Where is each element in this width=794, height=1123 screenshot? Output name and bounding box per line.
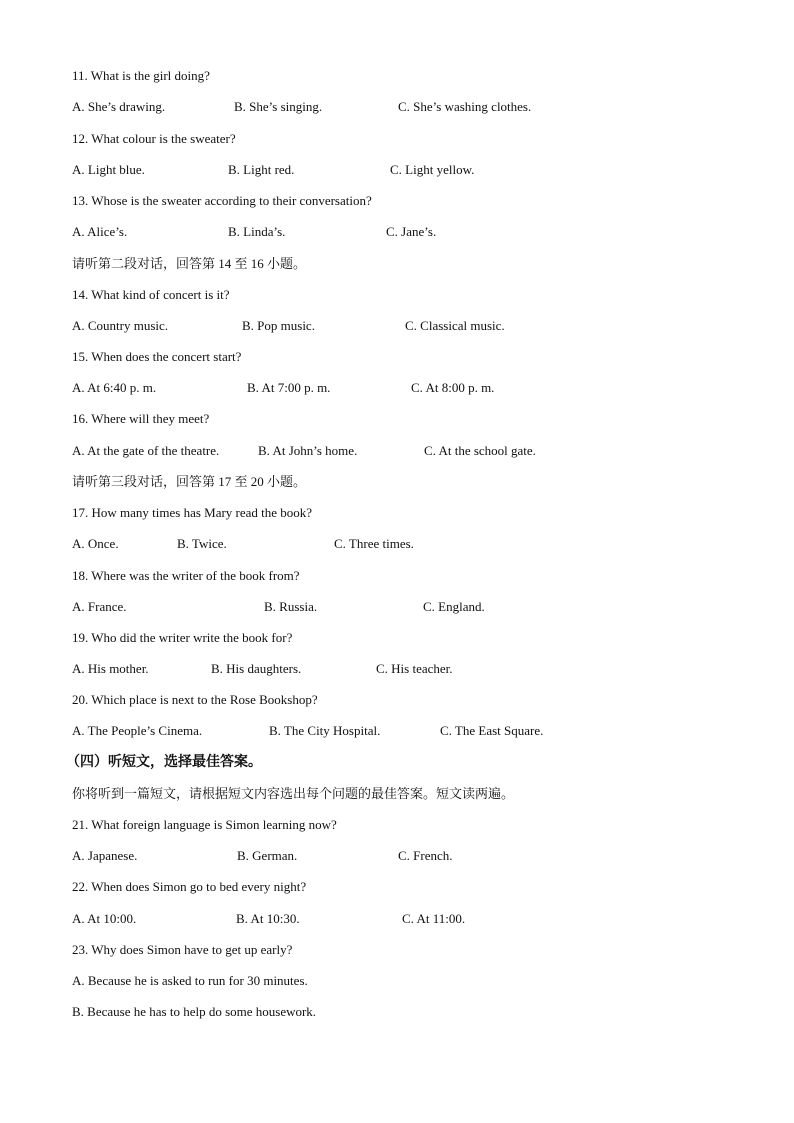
question-21: 21. What foreign language is Simon learning now? <box>72 817 337 832</box>
q19-option-a: A. His mother. <box>72 661 149 676</box>
q12-option-a: A. Light blue. <box>72 162 145 177</box>
q11-option-a: A. She’s drawing. <box>72 99 166 114</box>
q13-option-b: B. Linda’s. <box>228 224 286 239</box>
question-23: 23. Why does Simon have to get up early? <box>72 942 293 957</box>
q20-option-a: A. The People’s Cinema. <box>72 723 203 738</box>
instruction-dialogue-3: 请听第三段对话，回答第 17 至 20 小题。 <box>72 474 307 489</box>
q14-option-b: B. Pop music. <box>242 318 315 333</box>
q14-option-c: C. Classical music. <box>405 318 505 333</box>
question-17: 17. How many times has Mary read the book? <box>72 505 313 520</box>
question-12: 12. What colour is the sweater? <box>72 131 236 146</box>
q20-option-c: C. The East Square. <box>440 723 544 738</box>
q12-option-c: C. Light yellow. <box>390 162 475 177</box>
question-13: 13. Whose is the sweater according to their conversation? <box>72 193 372 208</box>
question-19: 19. Who did the writer write the book for? <box>72 630 293 645</box>
section-4-title: （四）听短文，选择最佳答案。 <box>66 755 262 770</box>
question-15: 15. When does the concert start? <box>72 349 242 364</box>
q16-option-b: B. At John’s home. <box>258 443 358 458</box>
q16-option-a: A. At the gate of the theatre. <box>72 443 220 458</box>
q18-option-b: B. Russia. <box>264 599 318 614</box>
q19-option-c: C. His teacher. <box>376 661 453 676</box>
q12-option-b: B. Light red. <box>228 162 295 177</box>
q17-option-b: B. Twice. <box>177 536 227 551</box>
question-18: 18. Where was the writer of the book from? <box>72 568 300 583</box>
q13-option-a: A. Alice’s. <box>72 224 128 239</box>
q18-option-c: C. England. <box>423 599 485 614</box>
q22-option-b: B. At 10:30. <box>236 911 300 926</box>
q15-option-c: C. At 8:00 p. m. <box>411 380 495 395</box>
q15-option-b: B. At 7:00 p. m. <box>247 380 331 395</box>
q11-option-b: B. She’s singing. <box>234 99 323 114</box>
q19-option-b: B. His daughters. <box>211 661 302 676</box>
q17-option-c: C. Three times. <box>334 536 414 551</box>
q20-option-b: B. The City Hospital. <box>269 723 381 738</box>
q15-option-a: A. At 6:40 p. m. <box>72 380 157 395</box>
q18-option-a: A. France. <box>72 599 127 614</box>
q21-option-b: B. German. <box>237 848 298 863</box>
q14-option-a: A. Country music. <box>72 318 169 333</box>
question-20: 20. Which place is next to the Rose Bookshop? <box>72 692 318 707</box>
q23-option-a: A. Because he is asked to run for 30 minutes. <box>72 973 308 988</box>
q22-option-a: A. At 10:00. <box>72 911 137 926</box>
question-22: 22. When does Simon go to bed every night? <box>72 879 307 894</box>
question-14: 14. What kind of concert is it? <box>72 287 230 302</box>
q22-option-c: C. At 11:00. <box>402 911 466 926</box>
q13-option-c: C. Jane’s. <box>386 224 437 239</box>
q17-option-a: A. Once. <box>72 536 119 551</box>
q23-option-b: B. Because he has to help do some housework. <box>72 1004 317 1019</box>
q16-option-c: C. At the school gate. <box>424 443 536 458</box>
question-11: 11. What is the girl doing? <box>72 68 210 83</box>
question-16: 16. Where will they meet? <box>72 411 210 426</box>
q11-option-c: C. She’s washing clothes. <box>398 99 532 114</box>
section-4-instruction: 你将听到一篇短文，请根据短文内容选出每个问题的最佳答案。短文读两遍。 <box>72 786 515 801</box>
q21-option-c: C. French. <box>398 848 453 863</box>
instruction-dialogue-2: 请听第二段对话，回答第 14 至 16 小题。 <box>72 256 307 271</box>
q21-option-a: A. Japanese. <box>72 848 138 863</box>
